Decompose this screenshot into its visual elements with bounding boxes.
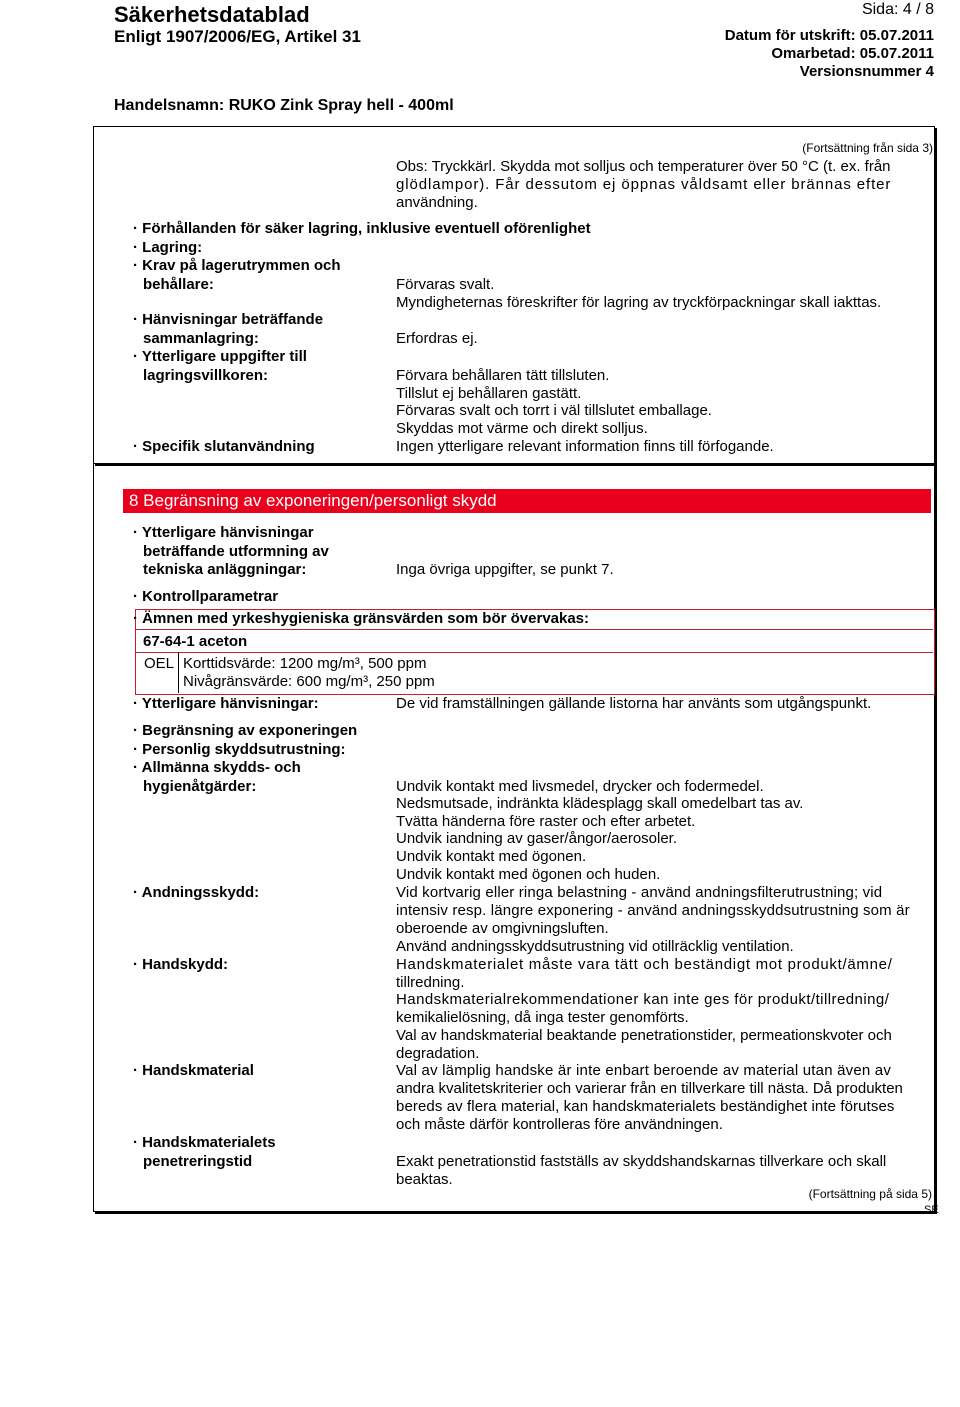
section-8-heading: 8 Begränsning av exponeringen/personligt skydd	[123, 489, 931, 513]
hand-protection-value: kemikalielösning, då inga tester genomförts.	[396, 1009, 689, 1026]
storage-conditions-label-2: lagringsvillkoren:	[143, 367, 269, 384]
control-parameters-label: · Kontrollparametrar	[133, 588, 279, 605]
glove-material-value: och måste därför kontrolleras före användningen.	[396, 1116, 723, 1133]
respiratory-protection-value: intensiv resp. längre exponering - använd andningsskyddsutrustning som är	[396, 902, 910, 919]
additional-references-label: · Ytterligare hänvisningar:	[133, 695, 319, 712]
general-measures-label: · Allmänna skydds- och	[133, 759, 301, 776]
continued-to: (Fortsättning på sida 5)	[808, 1187, 932, 1201]
specific-end-use-label: · Specifik slutanvändning	[133, 438, 315, 455]
trade-name: Handelsnamn: RUKO Zink Spray hell - 400ml	[114, 97, 454, 114]
oel-long-term-value: Nivågränsvärde: 600 mg/m³, 250 ppm	[183, 673, 435, 690]
technical-facilities-value: Inga övriga uppgifter, se punkt 7.	[396, 561, 614, 578]
storage-requirement-value: Förvaras svalt.	[396, 276, 495, 293]
storage-condition-value: Förvara behållaren tätt tillsluten.	[396, 367, 610, 384]
storage-requirement-value: Myndigheternas föreskrifter för lagring av tryckförpackningar skall iakttas.	[396, 294, 882, 311]
penetration-time-label-2: penetreringstid	[143, 1153, 253, 1170]
hand-protection-value: Val av handskmaterial beaktande penetrationstider, permeationskvoter och	[396, 1027, 892, 1044]
regulation-subtitle: Enligt 1907/2006/EG, Artikel 31	[114, 27, 361, 46]
additional-references-value: De vid framställningen gällande listorna har använts som utgångspunkt.	[396, 695, 872, 712]
substance-name: 67-64-1 aceton	[143, 633, 248, 650]
general-measure-value: Undvik iandning av gaser/ångor/aerosoler.	[396, 830, 678, 847]
obs-line-3: användning.	[396, 194, 478, 211]
storage-condition-value: Tillslut ej behållaren gastätt.	[396, 385, 582, 402]
substances-heading: · Ämnen med yrkeshygieniska gränsvärden som bör övervakas:	[133, 610, 590, 627]
penetration-time-value: beaktas.	[396, 1171, 453, 1188]
hand-protection-label: · Handskydd:	[133, 956, 229, 973]
specific-end-use-value: Ingen ytterligare relevant information finns till förfogande.	[396, 438, 774, 455]
respiratory-protection-value: oberoende av omgivningsluften.	[396, 920, 609, 937]
general-measure-value: Undvik kontakt med livsmedel, drycker och fodermedel.	[396, 778, 764, 795]
respiratory-protection-value: Använd andningsskyddsutrustning vid otillräcklig ventilation.	[396, 938, 794, 955]
continued-from: (Fortsättning från sida 3)	[802, 141, 933, 155]
general-measure-value: Nedsmutsade, indränkta klädesplagg skall omedelbart tas av.	[396, 795, 804, 812]
hand-protection-value: Handskmaterialet måste vara tätt och beständigt mot produkt/ämne/	[396, 956, 893, 973]
oel-divider	[135, 629, 933, 630]
version-number: Versionsnummer 4	[799, 63, 934, 80]
glove-material-value: bereds av flera material, kan handskmaterialets beständighet inte förutses	[396, 1098, 895, 1115]
general-measure-value: Undvik kontakt med ögonen.	[396, 848, 587, 865]
general-measure-value: Tvätta händerna före raster och efter arbetet.	[396, 813, 696, 830]
hand-protection-value: tillredning.	[396, 974, 465, 991]
document-title: Säkerhetsdatablad	[114, 2, 310, 27]
storage-heading: · Förhållanden för säker lagring, inklusive eventuell oförenlighet	[133, 220, 591, 237]
mixed-storage-label: · Hänvisningar beträffande	[133, 311, 324, 328]
general-measures-label-2: hygienåtgärder:	[143, 778, 257, 795]
page-number: Sida: 4 / 8	[861, 1, 934, 18]
technical-facilities-label-3: tekniska anläggningar:	[143, 561, 307, 578]
glove-material-value: Val av lämplig handske är inte enbart beroende av material utan även av	[396, 1062, 892, 1079]
hand-protection-value: Handskmaterialrekommendationer kan inte ges för produkt/tillredning/	[396, 991, 890, 1008]
technical-facilities-label-2: beträffande utformning av	[143, 543, 329, 560]
storage-label: · Lagring:	[133, 239, 203, 256]
ppe-label: · Personlig skyddsutrustning:	[133, 741, 346, 758]
storage-condition-value: Skyddas mot värme och direkt solljus.	[396, 420, 648, 437]
storage-condition-value: Förvaras svalt och torrt i väl tillslutet emballage.	[396, 402, 712, 419]
storage-requirements-label-2: behållare:	[143, 276, 214, 293]
respiratory-protection-value: Vid kortvarig eller ringa belastning - använd andningsfilterutrustning; vid	[396, 884, 883, 901]
obs-line-1: Obs: Tryckkärl. Skydda mot solljus och temperaturer över 50 °C (t. ex. från	[396, 158, 891, 175]
general-measure-value: Undvik kontakt med ögonen och huden.	[396, 866, 661, 883]
hand-protection-value: degradation.	[396, 1045, 480, 1062]
storage-conditions-label: · Ytterligare uppgifter till	[133, 348, 307, 365]
oel-divider	[135, 652, 933, 653]
glove-material-label: · Handskmaterial	[133, 1062, 254, 1079]
respiratory-protection-label: · Andningsskydd:	[133, 884, 260, 901]
print-date: Datum för utskrift: 05.07.2011	[724, 27, 934, 44]
language-code: SE	[924, 1204, 939, 1216]
storage-requirements-label: · Krav på lagerutrymmen och	[133, 257, 341, 274]
oel-tag: OEL	[144, 655, 175, 672]
penetration-time-label: · Handskmaterialets	[133, 1134, 276, 1151]
mixed-storage-label-2: sammanlagring:	[143, 330, 259, 347]
oel-short-term-value: Korttidsvärde: 1200 mg/m³, 500 ppm	[183, 655, 427, 672]
oel-column-divider	[178, 652, 179, 693]
technical-facilities-label: · Ytterligare hänvisningar	[133, 524, 314, 541]
mixed-storage-value: Erfordras ej.	[396, 330, 478, 347]
glove-material-value: andra kvalitetskriterier och varierar från en tillverkare till nästa. Då produkten	[396, 1080, 903, 1097]
obs-line-2: glödlampor). Får dessutom ej öppnas våldsamt eller brännas efter	[396, 176, 892, 193]
penetration-time-value: Exakt penetrationstid fastställs av skyddshandskarnas tillverkare och skall	[396, 1153, 887, 1170]
revised-date: Omarbetad: 05.07.2011	[771, 45, 934, 62]
exposure-controls-label: · Begränsning av exponeringen	[133, 722, 358, 739]
